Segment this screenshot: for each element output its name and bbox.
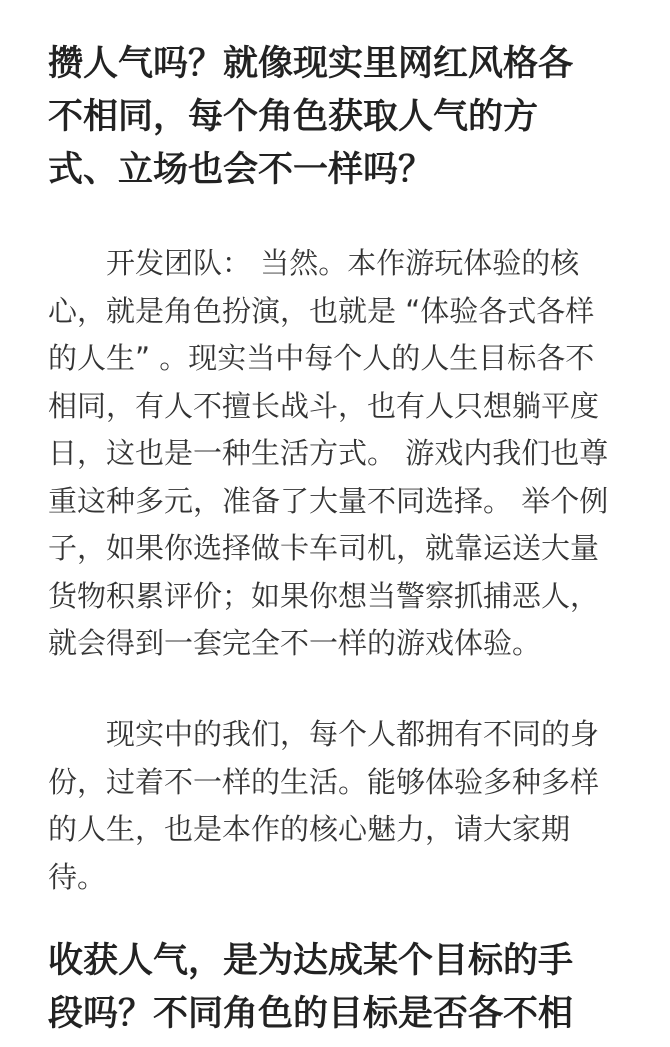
paragraph-line: 现实中的我们，每个人都拥有不同的身	[106, 717, 600, 751]
heading-line: 收获人气，是为达成某个目标的手	[48, 941, 574, 981]
paragraph-line: 开发团队： 当然。本作游玩体验的核	[106, 246, 580, 280]
heading-line: 段吗？不同角色的目标是否各不相	[48, 994, 574, 1034]
paragraph-line: 的人生，也是本作的核心魅力，请大家期	[48, 812, 571, 846]
heading-line: 攒人气吗？就像现实里网红风格各	[48, 44, 574, 84]
paragraph-line: 日，这也是一种生活方式。 游戏内我们也尊	[48, 436, 609, 470]
paragraph-line: 就会得到一套完全不一样的游戏体验。	[48, 626, 542, 660]
paragraph-line: 货物积累评价；如果你想当警察抓捕恶人，	[48, 578, 600, 613]
heading-line: 式、立场也会不一样吗？	[48, 150, 434, 190]
section-heading-goals	[48, 935, 573, 1041]
answer-paragraph-1	[48, 240, 608, 668]
paragraph-line: 子，如果你选择做卡车司机，就靠运送大量	[48, 531, 600, 565]
paragraph-line: 份，过着不一样的生活。能够体验多种多样	[48, 764, 600, 799]
paragraph-line: 心，就是角色扮演，也就是 “体验各式各样	[48, 293, 595, 328]
paragraph-line: 相同，有人不擅长战斗，也有人只想躺平度	[48, 388, 600, 423]
paragraph-line: 的人生” 。现实当中每个人的人生目标各不	[48, 341, 595, 375]
heading-line: 不相同，每个角色获取人气的方	[48, 97, 539, 137]
answer-paragraph-2	[48, 711, 599, 901]
paragraph-line: 待。	[48, 859, 107, 894]
section-heading-popularity	[48, 38, 573, 197]
paragraph-line: 重这种多元，准备了大量不同选择。 举个例	[48, 483, 609, 518]
